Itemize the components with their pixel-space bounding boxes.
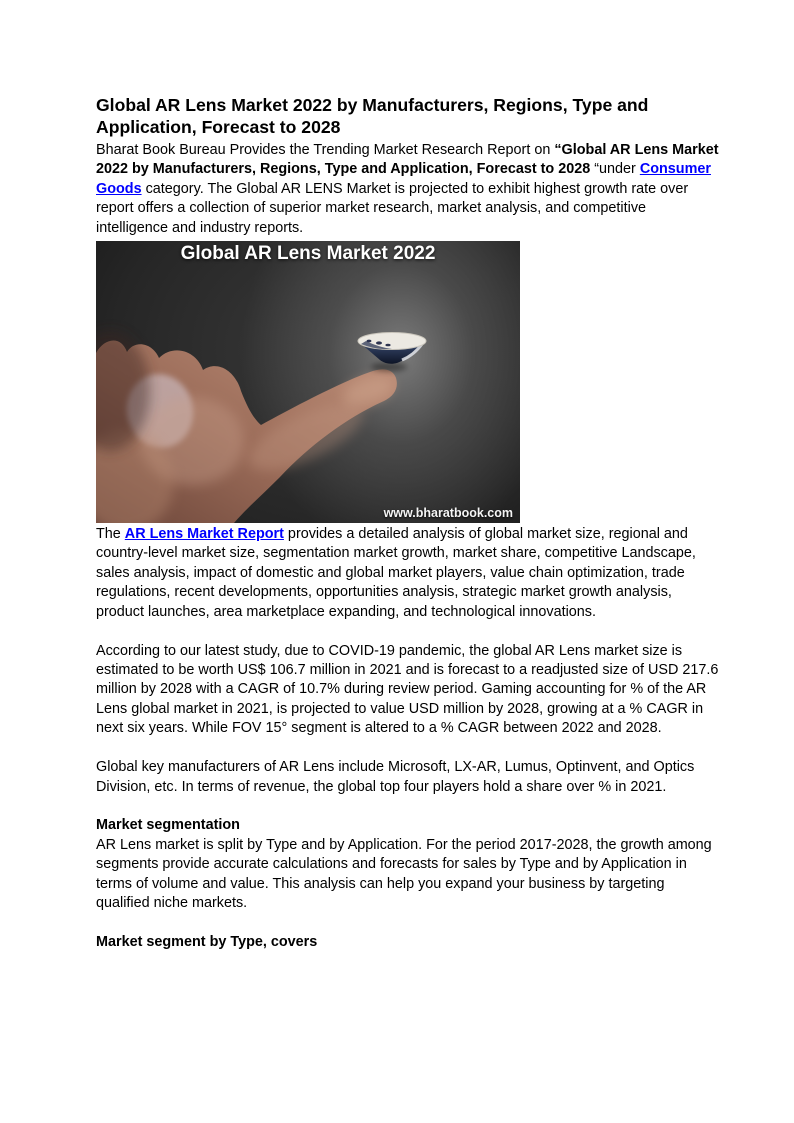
ar-lens-market-report-link[interactable]: AR Lens Market Report [124, 526, 284, 543]
manufacturers-paragraph: Global key manufacturers of AR Lens include Microsoft, LX-AR, Lumus, Optinvent, and Optics Division, etc. In terms of revenue, the global top four players hold a share over % in 2021. [96, 759, 695, 795]
hero-image [96, 241, 520, 523]
report-text-2: provides a detailed analysis of global market size, regional and country-level market size, segmentation market growth, market share, competitive Landscape, sales analysis, impact of domestic and global market players, value chain optimization, trade regulations, recent developments, opportunities analysis, strategic market growth analysis, product launches, area marketplace expanding, and technological innovations. [96, 526, 696, 620]
image-title-overlay: Global AR Lens Market 2022 [180, 243, 436, 265]
lens-shadow [371, 363, 407, 372]
intro-bold-report-name: “Global AR Lens Market 2022 by Manufacturers, Regions, Type and Application, Forecast to 2028 [96, 142, 719, 178]
report-paragraph [96, 525, 720, 622]
ar-lens-photo [96, 241, 520, 523]
intro-text-1: Bharat Book Bureau Provides the Trending Market Research Report on [96, 142, 555, 158]
page-title: Global AR Lens Market 2022 by Manufacturers, Regions, Type and Application, Forecast to 2028 [96, 95, 649, 137]
intro-paragraph [96, 141, 720, 238]
intro-text-3: category. The Global AR LENS Market is projected to exhibit highest growth rate over report offers a collection of superior market research, market analysis, and competitive intelligence and industry reports. [96, 180, 689, 236]
consumer-goods-link[interactable]: Consumer Goods [96, 161, 711, 197]
market-segmentation-heading: Market segmentation [96, 817, 240, 834]
intro-text-2: “under [594, 161, 640, 178]
study-paragraph: According to our latest study, due to COVID-19 pandemic, the global AR Lens market size is estimated to be worth US$ 106.7 million in 2021 and is forecast to a readjusted size of USD 217.6 million by 2028 with a CAGR of 10.7% during review period. Gaming accounting for % of the AR Lens global market in 2021, is projected to value USD million by 2028, growing at a % CAGR in next six years. While FOV 15° segment is altered to a % CAGR between 2022 and 2028. [96, 642, 719, 737]
segmentation-paragraph: AR Lens market is split by Type and by Application. For the period 2017-2028, the growth among segments provide accurate calculations and forecasts for sales by Type and by Application in terms of volume and value. This analysis can help you expand your business by targeting qualified niche markets. [96, 836, 712, 912]
document-content [96, 95, 720, 952]
segment-by-type-heading: Market segment by Type, covers [96, 933, 318, 950]
report-text-1: The [96, 526, 125, 543]
image-watermark: www.bharatbook.com [383, 506, 513, 521]
